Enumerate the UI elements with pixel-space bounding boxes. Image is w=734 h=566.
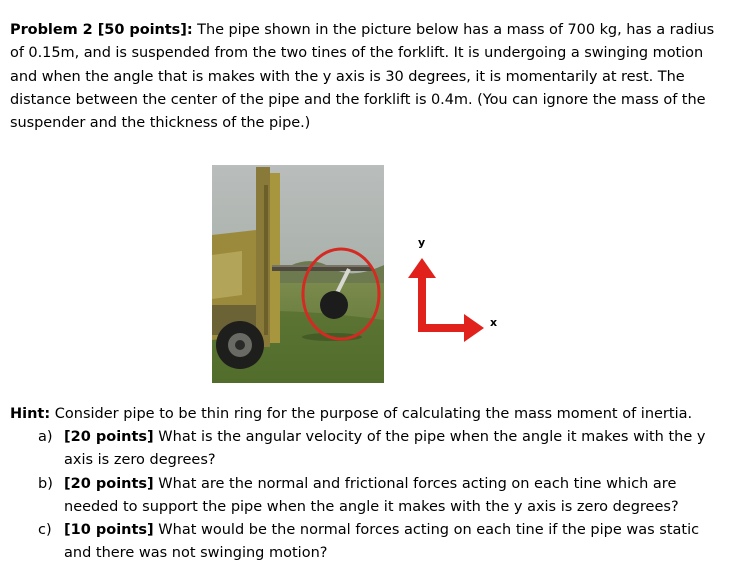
question-c — [38, 519, 718, 566]
question-text: What would be the normal forces acting on each tine if the pipe was static and there was not swinging motion? — [64, 522, 700, 562]
question-text: What is the angular velocity of the pipe when the angle it makes with the y axis is zero degrees? — [64, 429, 706, 469]
question-points: [10 points] — [64, 522, 154, 539]
question-list — [38, 426, 718, 566]
problem-heading: Problem 2 [50 points]: — [10, 22, 193, 38]
x-axis-arrow-head — [464, 314, 484, 342]
question-points: [20 points] — [64, 475, 154, 492]
axes-arrows — [400, 232, 510, 352]
forklift-photo — [212, 165, 384, 383]
y-axis-arrow-head — [408, 258, 436, 278]
hint — [10, 403, 726, 426]
problem-statement — [10, 19, 726, 135]
hint-text: Consider pipe to be thin ring for the purpose of calculating the mass moment of inertia. — [50, 406, 693, 422]
question-marker: a) — [38, 429, 53, 445]
question-marker: b) — [38, 475, 53, 492]
question-points: [20 points] — [64, 429, 154, 445]
y-axis-arrow-shaft — [418, 276, 426, 332]
question-marker: c) — [38, 522, 52, 539]
question-a — [38, 426, 718, 473]
problem-text: The pipe shown in the picture below has a mass of 700 kg, has a radius of 0.15m, and is suspended from the two tines of the forklift. It is undergoing a swinging motion and when the angle that is makes with the y axis is 30 degrees, it is momentarily at rest. The distance between the center of the pipe and the forklift is 0.4m. (You can ignore the mass of the suspender and the thickness of the pipe.) — [10, 22, 715, 132]
forklift-photo-drawing — [212, 165, 384, 383]
question-b — [38, 473, 718, 520]
question-text: What are the normal and frictional forces acting on each tine which are needed to support the pipe when the angle it makes with the y axis is zero degrees? — [64, 475, 679, 515]
hint-label: Hint: — [10, 406, 51, 422]
coordinate-axes — [400, 232, 510, 352]
y-axis-label: y — [418, 236, 426, 249]
x-axis-label: x — [490, 316, 498, 329]
x-axis-arrow-shaft — [418, 324, 468, 332]
